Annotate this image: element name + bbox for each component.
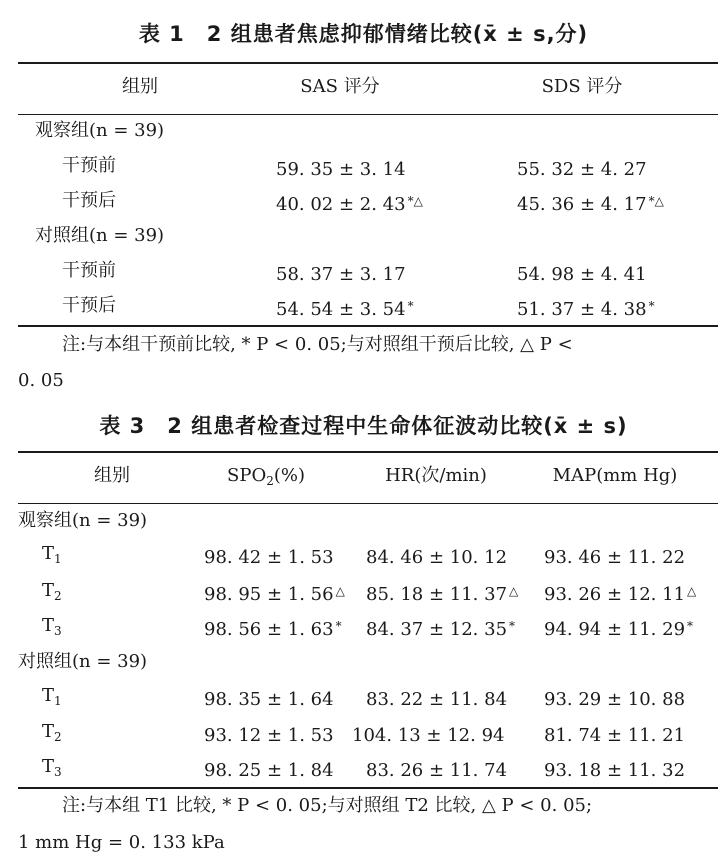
table1-cell-sds: 45. 36 ± 4. 17 *△ xyxy=(517,194,664,215)
table1-row-label: 干预前 xyxy=(62,260,116,281)
table1-cell-sas: 58. 37 ± 3. 17 xyxy=(276,264,406,285)
table1-header-sds: SDS 评分 xyxy=(541,76,623,97)
table3-title: 表 3 2 组患者检查过程中生命体征波动比较(x̄ ± s) xyxy=(99,414,628,438)
table3-cell-hr: 85. 18 ± 11. 37 △ xyxy=(366,584,519,605)
table3-header-rule xyxy=(18,503,718,504)
table3-header-group: 组别 xyxy=(94,465,130,486)
table3-note-unit: 1 mm Hg = 0. 133 kPa xyxy=(18,832,225,853)
table3-cell-spo2: 98. 42 ± 1. 53 xyxy=(204,547,334,568)
table3-cell-map: 93. 18 ± 11. 32 xyxy=(544,760,686,781)
table3-cell-hr: 83. 26 ± 11. 74 xyxy=(366,760,508,781)
table3-row-label: $T_1$ xyxy=(42,685,62,708)
table1-top-rule xyxy=(18,62,718,64)
table1-bottom-rule xyxy=(18,325,718,327)
table3-note: 注:与本组 T1 比较, * P < 0. 05;与对照组 T2 比较, △ P < 0. 05; xyxy=(62,795,593,816)
table3-cell-map: 93. 29 ± 10. 88 xyxy=(544,689,686,710)
table3-top-rule xyxy=(18,451,718,453)
table3-cell-hr: 83. 22 ± 11. 84 xyxy=(366,689,508,710)
table3-header-spo2: $SPO_2(\%)$ xyxy=(227,465,305,488)
table3-header-hr: HR(次/min) xyxy=(385,465,487,486)
table3-group-control: 对照组(n = 39) xyxy=(18,651,148,672)
table3-row-label: $T_2$ xyxy=(42,580,62,603)
table1-cell-sds: 55. 32 ± 4. 27 xyxy=(517,159,647,180)
table1-cell-sas: 59. 35 ± 3. 14 xyxy=(276,159,406,180)
table3-cell-spo2: 98. 56 ± 1. 63 * xyxy=(204,619,342,640)
table1-note-continued: 0. 05 xyxy=(18,370,64,391)
table1-title: 表 1 2 组患者焦虑抑郁情绪比较(x̄ ± s,分) xyxy=(138,22,589,46)
table1-group-control: 对照组(n = 39) xyxy=(35,225,165,246)
table3-row-label: $T_1$ xyxy=(42,543,62,566)
table1-row-label: 干预后 xyxy=(62,295,116,316)
table3-group-observation: 观察组(n = 39) xyxy=(18,510,148,531)
table3-cell-map: 94. 94 ± 11. 29 * xyxy=(544,619,694,640)
table3-cell-map: 93. 46 ± 11. 22 xyxy=(544,547,686,568)
table3-cell-spo2: 93. 12 ± 1. 53 xyxy=(204,725,334,746)
table3-row-label: $T_3$ xyxy=(42,615,62,638)
table1-cell-sds: 51. 37 ± 4. 38 * xyxy=(517,299,655,320)
table1-header-sas: SAS 评分 xyxy=(300,76,380,97)
table3-cell-map: 81. 74 ± 11. 21 xyxy=(544,725,686,746)
table3-cell-spo2: 98. 95 ± 1. 56 △ xyxy=(204,584,345,605)
table1-header-rule xyxy=(18,114,718,115)
table1-note: 注:与本组干预前比较, * P < 0. 05;与对照组干预后比较, △ P < xyxy=(62,334,573,355)
table3-cell-map: 93. 26 ± 12. 11 △ xyxy=(544,584,697,605)
table3-cell-spo2: 98. 25 ± 1. 84 xyxy=(204,760,334,781)
table3-bottom-rule xyxy=(18,787,718,789)
table1-row-label: 干预前 xyxy=(62,155,116,176)
table1-cell-sds: 54. 98 ± 4. 41 xyxy=(517,264,647,285)
table3-row-label: $T_2$ xyxy=(42,721,62,744)
table1-row-label: 干预后 xyxy=(62,190,116,211)
table3-cell-spo2: 98. 35 ± 1. 64 xyxy=(204,689,334,710)
table1-header-group: 组别 xyxy=(122,76,158,97)
table1-group-observation: 观察组(n = 39) xyxy=(35,120,165,141)
table3-cell-hr: 104. 13 ± 12. 94 xyxy=(352,725,505,746)
table3-cell-hr: 84. 46 ± 10. 12 xyxy=(366,547,508,568)
table3-cell-hr: 84. 37 ± 12. 35 * xyxy=(366,619,516,640)
table3-header-map: MAP(mm Hg) xyxy=(552,465,678,486)
table1-cell-sas: 40. 02 ± 2. 43 *△ xyxy=(276,194,423,215)
table1-cell-sas: 54. 54 ± 3. 54 * xyxy=(276,299,414,320)
table3-row-label: $T_3$ xyxy=(42,756,62,779)
